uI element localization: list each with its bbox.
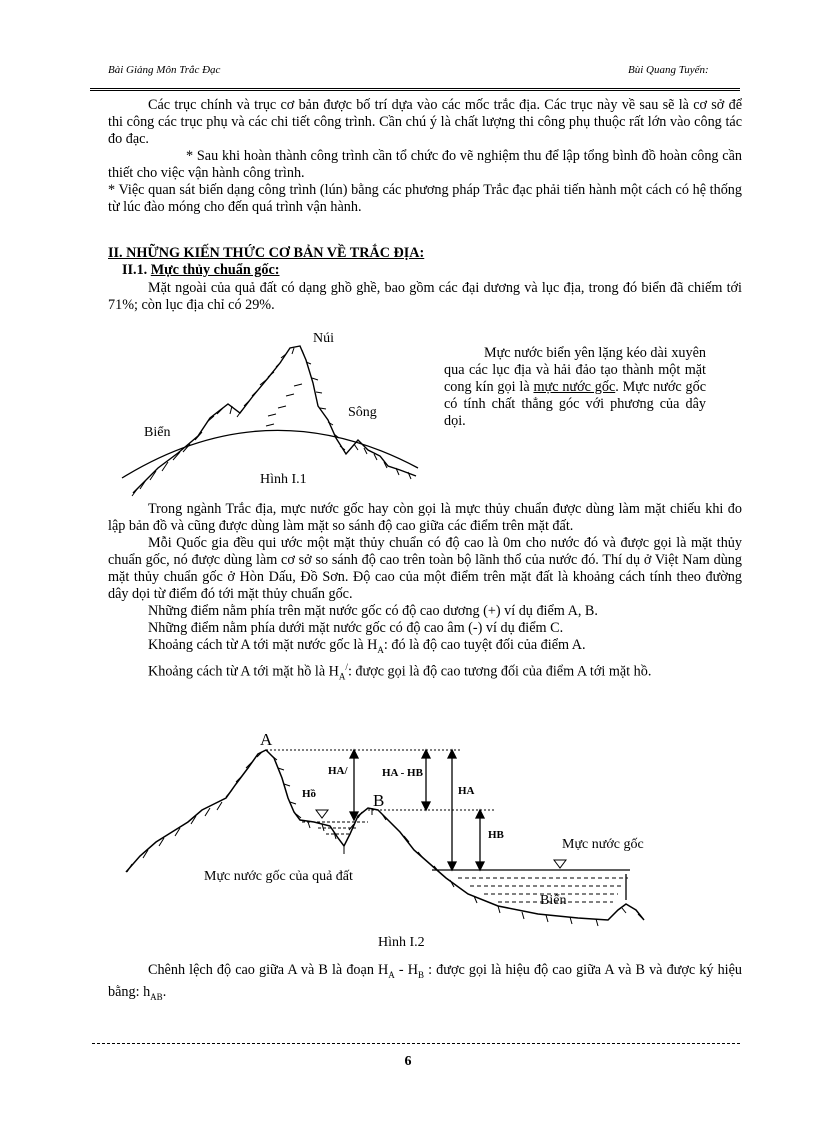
label-sea: Biển	[540, 893, 567, 908]
body-paragraph-1: Trong ngành Trắc địa, mực nước gốc hay còn gọi là mực thủy chuẩn được dùng làm mặt chiếu khi đo lập bản đồ và cũng được dùng làm mặt so sánh độ cao giữa các điểm trên mặt đất.	[108, 501, 742, 534]
closing-paragraph	[108, 962, 742, 1006]
figure-2-diagram	[118, 724, 658, 956]
body-paragraph-5	[108, 637, 742, 659]
body-paragraph-6	[108, 659, 742, 686]
closing-text-d: .	[162, 983, 167, 1000]
label-hb: HB	[488, 829, 504, 841]
figure-1-diagram	[118, 328, 430, 498]
label-ha: HA	[458, 785, 475, 797]
intro-block	[108, 97, 742, 216]
p5-text-a: Khoảng cách từ A tới mặt nước gốc là H	[148, 637, 378, 653]
label-ha-minus-hb: HA - HB	[382, 767, 423, 779]
intro-paragraph-1: Các trục chính và trục cơ bản được bố trí dựa vào các mốc trắc địa. Các trục này về sau sẽ là cơ sở để thi công các trục phụ và các chi tiết công trình. Cần chú ý là chất lượng thi công phụ thuộc rất lớn vào công tác đo đạc.	[108, 97, 742, 147]
closing-text-a: Chênh lệch độ cao giữa A và B là đoạn H	[148, 962, 389, 978]
figure-1-description	[444, 345, 706, 430]
figure-2-caption: Hình I.2	[378, 935, 425, 950]
sea-level-marker-icon	[554, 860, 566, 868]
p5-text-b: : đó là độ cao tuyệt đối của điểm A.	[383, 637, 586, 653]
p6-text-b: : được gọi là độ cao tương đối của điểm A tới mặt hồ.	[347, 663, 652, 680]
section-paragraph	[108, 280, 742, 314]
lake-level-marker-icon	[316, 810, 328, 818]
subsection-number: II.1.	[122, 262, 148, 278]
body-paragraph-3: Những điểm nằm phía trên mặt nước gốc có độ cao dương (+) ví dụ điểm A, B.	[148, 603, 598, 619]
closing-block	[108, 962, 742, 1006]
running-header-author: Bùi Quang Tuyến:	[628, 64, 709, 76]
label-earth-sea-level: Mực nước gốc của quả đất	[204, 869, 353, 884]
label-sea-level: Mực nước gốc	[562, 837, 644, 852]
p6-subscript: A	[338, 671, 346, 682]
label-lake: Hồ	[302, 788, 317, 800]
label-ha-relative: HA/	[328, 765, 348, 777]
subsection-title: Mực thủy chuẩn gốc:	[150, 262, 280, 278]
p6-text-a: Khoảng cách từ A tới mặt hồ là H	[148, 663, 339, 680]
p5-subscript: A	[377, 644, 384, 655]
running-header-title: Bài Giảng Môn Trắc Đạc	[108, 64, 221, 76]
figure-1-text-before: Mực nước biển yên lặng kéo dài xuyên qua các lục địa và hải đảo tạo thành một mặt cong kín gọi là	[444, 345, 706, 395]
page-number: 6	[404, 1054, 412, 1069]
subsection-heading	[122, 262, 280, 279]
label-point-a: A	[260, 730, 273, 749]
footer-rule	[92, 1043, 740, 1044]
closing-sub-b: B	[417, 969, 424, 980]
closing-text-c: : được gọi là hiệu độ cao giữa A và B và được ký hiệu bằng: h	[108, 962, 742, 1000]
header-rule	[90, 88, 740, 93]
closing-sub-ab: AB	[150, 991, 163, 1002]
body-block	[108, 501, 742, 685]
label-point-b: B	[373, 791, 385, 810]
intro-paragraph-2: * Sau khi hoàn thành công trình cần tổ chức đo vẽ nghiệm thu để lập tổng bình đồ hoàn công cần thiết cho việc vận hành công trình.	[108, 148, 742, 181]
figure-1-caption: Hình I.1	[260, 472, 307, 487]
body-paragraph-4: Những điểm nằm phía dưới mặt nước gốc có độ cao âm (-) ví dụ điểm C.	[148, 620, 564, 636]
closing-text-b: - H	[394, 962, 418, 978]
section-heading: II. NHỮNG KIẾN THỨC CƠ BẢN VỀ TRẮC ĐỊA:	[108, 245, 425, 261]
label-river: Sông	[348, 405, 377, 420]
label-mountain: Núi	[313, 331, 334, 346]
closing-sub-a: A	[388, 969, 395, 980]
term-mean-sea-level: mực nước gốc	[533, 379, 616, 395]
intro-paragraph-3: * Việc quan sát biến dạng công trình (lún) bằng các phương pháp Trắc đạc phải tiến hành một cách có hệ thống từ lúc đào móng cho đến quá trình vận hành.	[108, 182, 742, 215]
figure-1-text-after: . Mực nước gốc có tính chất thẳng góc với phương của dây dọi.	[444, 379, 707, 429]
label-sea: Biển	[144, 425, 171, 440]
p6-superscript: /	[345, 661, 348, 672]
section-paragraph-1: Mặt ngoài của quả đất có dạng ghồ ghề, bao gồm các đại dương và lục địa, trong đó biển đã chiếm tới 71%; còn lục địa chỉ có 29%.	[108, 280, 742, 313]
body-paragraph-2: Mỗi Quốc gia đều qui ước một mặt thủy chuẩn có độ cao là 0m cho nước đó và được gọi là mặt thủy chuẩn gốc, nó được dùng làm cơ sở so sánh độ cao trên toàn bộ lãnh thổ của nước đó. Thí dụ ở Việt Nam dùng mặt thủy chuẩn gốc ở Hòn Dấu, Đồ Sơn. Độ cao của một điểm trên mặt đất là khoảng cách tính theo đường dây dọi từ điểm đó tới mặt thủy chuẩn gốc.	[108, 535, 742, 602]
